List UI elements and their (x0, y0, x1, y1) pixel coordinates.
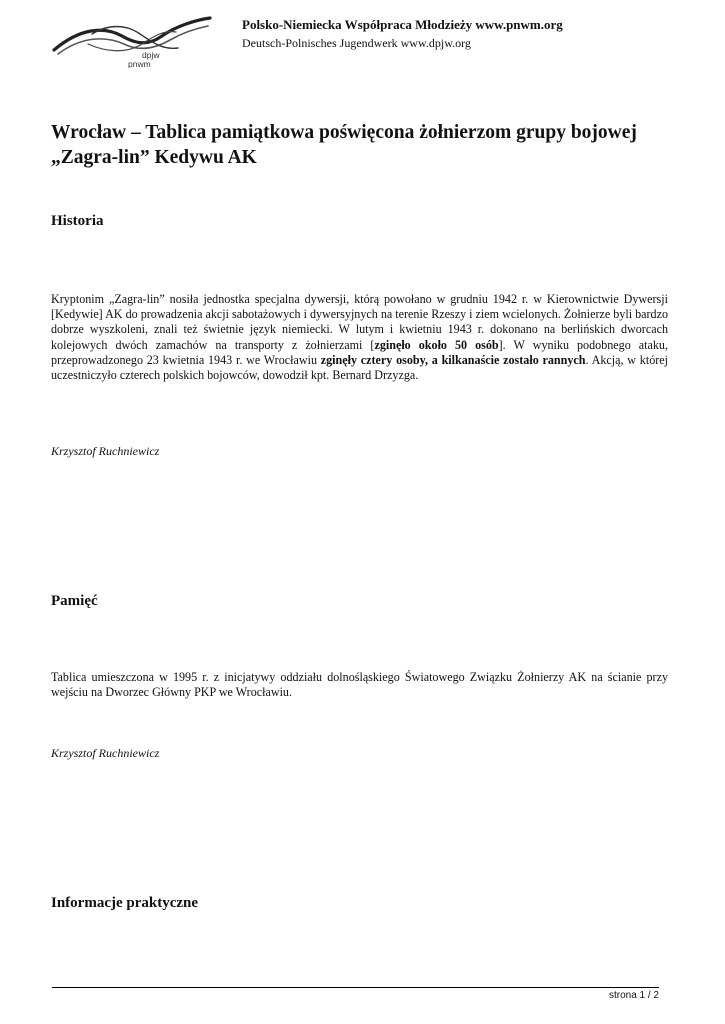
section-heading-historia: Historia (51, 213, 104, 229)
author-byline: Krzysztof Ruchniewicz (51, 746, 160, 760)
paragraph-bold-text: zginęło około 50 osób (374, 337, 499, 352)
header-org-de: Deutsch-Polnisches Jugendwerk www.dpjw.org (242, 36, 471, 50)
section-heading-pamiec: Pamięć (51, 593, 98, 609)
section-heading-informacje: Informacje praktyczne (51, 895, 199, 911)
author-byline: Krzysztof Ruchniewicz (51, 444, 160, 458)
section-paragraph-pamiec: Tablica umieszczona w 1995 r. z inicjatywy oddziału dolnośląskiego Światowego Związku Żołnierzy AK na ścianie przy wejściu na Dworzec Główny PKP we Wrocławiu. (51, 670, 668, 700)
logo-text-pnwm: pnwm (128, 59, 151, 68)
footer-divider (52, 987, 659, 988)
dpjw-pnwm-logo (52, 14, 214, 68)
page-title: Wrocław – Tablica pamiątkowa poświęcona żołnierzom grupy bojowej „Zagra-lin” Kedywu AK (51, 122, 637, 168)
section-paragraph-historia (51, 292, 668, 383)
header-org-pl: Polsko-Niemiecka Współpraca Młodzieży www.pnwm.org (242, 17, 563, 32)
paragraph-text: . Akcją, w której uczestniczyło czterech polskich bojowców, dowodził kpt. Bernard Drzyzga. (51, 352, 668, 383)
page-number: strona 1 / 2 (608, 990, 659, 1001)
page-header (242, 17, 563, 51)
paragraph-bold-text: zginęły cztery osoby, a kilkanaście zostało rannych (320, 352, 586, 367)
logo-swoosh-graphic (52, 14, 214, 68)
paragraph-text: Kryptonim „Zagra-lin” nosiła jednostka specjalna dywersji, którą powołano w grudniu 1942 r. w Kierownictwie Dywersji [Kedywie] AK do prowadzenia akcji sabotażowych i dywersyjnych na terenie Rzeszy i ziem wcielonych. Żołnierze byli bardzo dobrze wyszkoleni, znali też świetnie język niemiecki. W lutym i kwietniu 1943 r. dokonano na berlińskich dworcach kolejowych dwóch zamachów na transporty z żołnierzami [ (51, 292, 668, 352)
logo-text-dpjw: dpjw (142, 50, 160, 60)
paragraph-text: ]. W wyniku podobnego ataku, przeprowadzonego 23 kwietnia 1943 r. we Wrocławiu (51, 337, 668, 367)
